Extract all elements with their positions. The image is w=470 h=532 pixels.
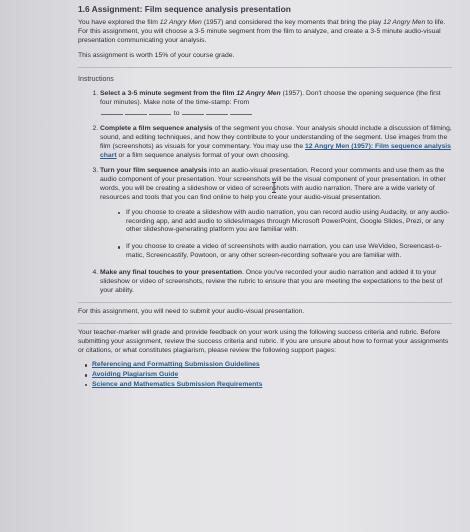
support-link-referencing: Referencing and Formatting Submission Guidelines bbox=[92, 361, 452, 370]
divider bbox=[78, 67, 452, 68]
instructions-heading: Instructions bbox=[78, 75, 114, 83]
grade-weight-text: This assignment is worth 15% of your course grade. bbox=[78, 51, 235, 59]
step-2: 2. Complete a film sequence analysis of the segment you chose. Your analysis should include a discussion of filming, sound, and editing techniques, and how they contribute to your understanding of the segment. Use images from the film (screenshots) as visuals for your commentary. You may use the 12 Angry Men (1957): Film sequence analysis chart or a film sequence analysis format of your own choosing. bbox=[100, 125, 452, 161]
divider bbox=[78, 323, 452, 324]
support-link-plagiarism: Avoiding Plagiarism Guide bbox=[92, 371, 452, 380]
page-title: 1.6 Assignment: Film sequence analysis presentation bbox=[78, 4, 291, 14]
option-video: If you choose to create a video of screenshots with audio narration, you can use WeVideo, Screencast-o-matic, Screencastify, Powtoon, or any other screen-recording software you are familiar with. bbox=[126, 243, 452, 261]
support-links bbox=[78, 361, 452, 390]
intro-paragraph: You have explored the film 12 Angry Men (1957) and considered the key moments that bring the play 12 Angry Men to life. For this assignment, you will choose a 3-5 minute segment from the film to analyze, and create a 3-5 minute audio-visual presentation communicating your analysis. bbox=[78, 19, 446, 44]
timestamp-to-label: to bbox=[173, 110, 180, 118]
divider bbox=[78, 302, 452, 303]
text-cursor-icon bbox=[271, 182, 277, 193]
timestamp-to-blank bbox=[182, 107, 204, 115]
step-1: 1. Select a 3-5 minute segment from the film 12 Angry Men (1957). Don't choose the opening sequence (the first four minutes). Make note of the time-stamp: From to bbox=[100, 90, 452, 120]
submit-note: For this assignment, you will need to submit your audio-visual presentation. bbox=[78, 307, 305, 315]
step-4: 4. Make any final touches to your presentation. Once you've recorded your audio narration and added it to your slideshow or video of screenshots, review the rubric to ensure that you are meeting the expectations to the best of your ability. bbox=[100, 269, 452, 296]
instruction-steps bbox=[78, 90, 452, 296]
option-slideshow: If you choose to create a slideshow with audio narration, you can record audio using Audacity, or any audio-recording app, and add audio to slides/images through Microsoft PowerPoint, Google Slides, Prezi, or any other slideshow-generating platform you are familiar with. bbox=[126, 209, 452, 236]
timestamp-from-blank bbox=[101, 107, 123, 115]
assignment-content bbox=[78, 4, 452, 390]
support-link-requirements: Science and Mathematics Submission Requirements bbox=[92, 381, 452, 390]
analysis-chart-link[interactable]: 12 Angry Men (1957): Film sequence analysis chart bbox=[100, 143, 451, 160]
feedback-note: Your teacher-marker will grade and provide feedback on your work using the following success criteria and rubric. Before submitting your assignment, review the success criteria and rubric. If you are unsure about how to format your assignments or citations, or what constitutes plagiarism, please review the following support pages: bbox=[78, 328, 449, 354]
presentation-options bbox=[100, 209, 452, 262]
step-3: 3. Turn your film sequence analysis into an audio-visual presentation. Record your comments and use them as the audio component of your presentation. Your screenshots will be the visual component of your presentation. In other words, you will be creating a slideshow or video of screenshots with audio narration. There are a wide variety of resources and tools that you can find online to help you create your audio-visual presentation. If you choose to create a slideshow with audio narration, you can record audio using Audacity, or any audio-recording app, and add audio to slides/images through Microsoft PowerPoint, Google Slides, Prezi, or any other slideshow-generating platform you are familiar with. If you choose to create a video of screenshots with audio narration, you can use WeVideo, Screencast-o-matic, Screencastify, Powtoon, or any other screen-recording software you are familiar with. bbox=[100, 167, 452, 261]
